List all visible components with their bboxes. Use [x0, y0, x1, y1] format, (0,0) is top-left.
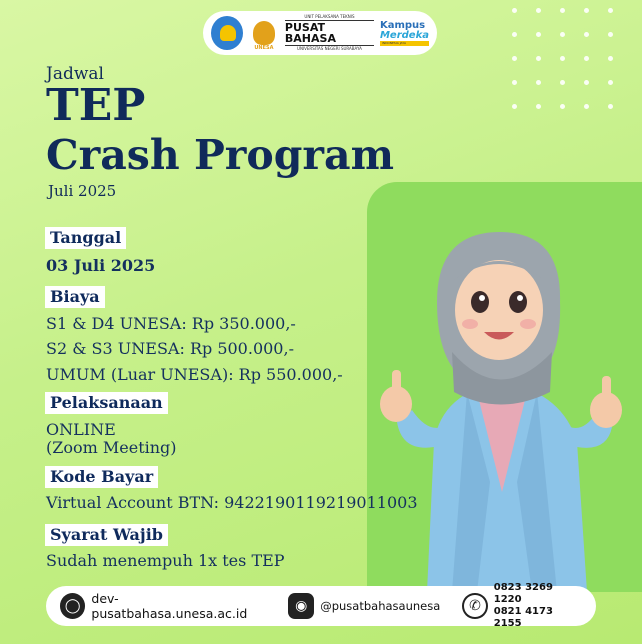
merdeka-text: Merdeka	[379, 29, 429, 41]
character-illustration	[372, 232, 642, 592]
unesa-label: UNESA	[254, 45, 274, 51]
kampus-text: Kampus	[379, 19, 426, 31]
page-title-line-2: Crash Program	[46, 131, 394, 179]
kode-bayar-value: Virtual Account BTN: 9422190119219011003	[46, 493, 418, 512]
instagram-contact[interactable]	[288, 593, 440, 619]
kode-bayar-label: Kode Bayar	[45, 466, 158, 488]
merdeka-tag: INDONESIA JAYA	[380, 41, 429, 46]
globe-icon: ◯	[60, 593, 85, 619]
unit-small-text: UNIT PELAKSANA TEKNIS	[304, 14, 355, 19]
tut-wuri-handayani-logo-icon	[211, 16, 243, 50]
biaya-item: S2 & S3 UNESA: Rp 500.000,-	[46, 339, 294, 358]
period: Juli 2025	[48, 182, 117, 200]
pelaksanaan-line-2: (Zoom Meeting)	[46, 438, 177, 457]
logo-bar	[203, 11, 437, 55]
title-pre: Jadwal	[46, 64, 104, 84]
unit-name: PUSAT BAHASA	[285, 20, 374, 46]
biaya-label: Biaya	[45, 286, 105, 308]
whatsapp-contact[interactable]	[462, 582, 582, 630]
biaya-item: S1 & D4 UNESA: Rp 350.000,-	[46, 314, 296, 333]
instagram-icon: ◉	[288, 593, 314, 619]
whatsapp-icon: ✆	[462, 593, 487, 619]
unesa-flame-icon	[253, 21, 275, 45]
phone-number-1[interactable]: 0823 3269 1220	[493, 582, 553, 605]
website-link[interactable]: dev-pusatbahasa.unesa.ac.id	[91, 591, 248, 621]
tanggal-value: 03 Juli 2025	[46, 256, 156, 275]
phone-number-2[interactable]: 0821 4173 2155	[493, 606, 553, 629]
tanggal-label: Tanggal	[45, 227, 126, 249]
pusat-bahasa-logo	[285, 15, 374, 51]
university-name: UNIVERSITAS NEGERI SURABAYA	[297, 46, 362, 51]
page-title-line-1: TEP	[46, 80, 146, 131]
decorative-dots	[512, 8, 632, 138]
pelaksanaan-label: Pelaksanaan	[45, 392, 168, 414]
contact-footer	[46, 582, 596, 629]
kampus-merdeka-logo	[380, 21, 429, 46]
pelaksanaan-line-1: ONLINE	[46, 420, 116, 439]
website-contact[interactable]	[60, 591, 270, 621]
unesa-logo	[249, 15, 279, 51]
instagram-handle[interactable]: @pusatbahasaunesa	[320, 599, 441, 613]
syarat-label: Syarat Wajib	[45, 524, 168, 546]
biaya-item: UMUM (Luar UNESA): Rp 550.000,-	[46, 365, 343, 384]
syarat-value: Sudah menempuh 1x tes TEP	[46, 551, 285, 570]
phone-numbers	[494, 582, 582, 630]
